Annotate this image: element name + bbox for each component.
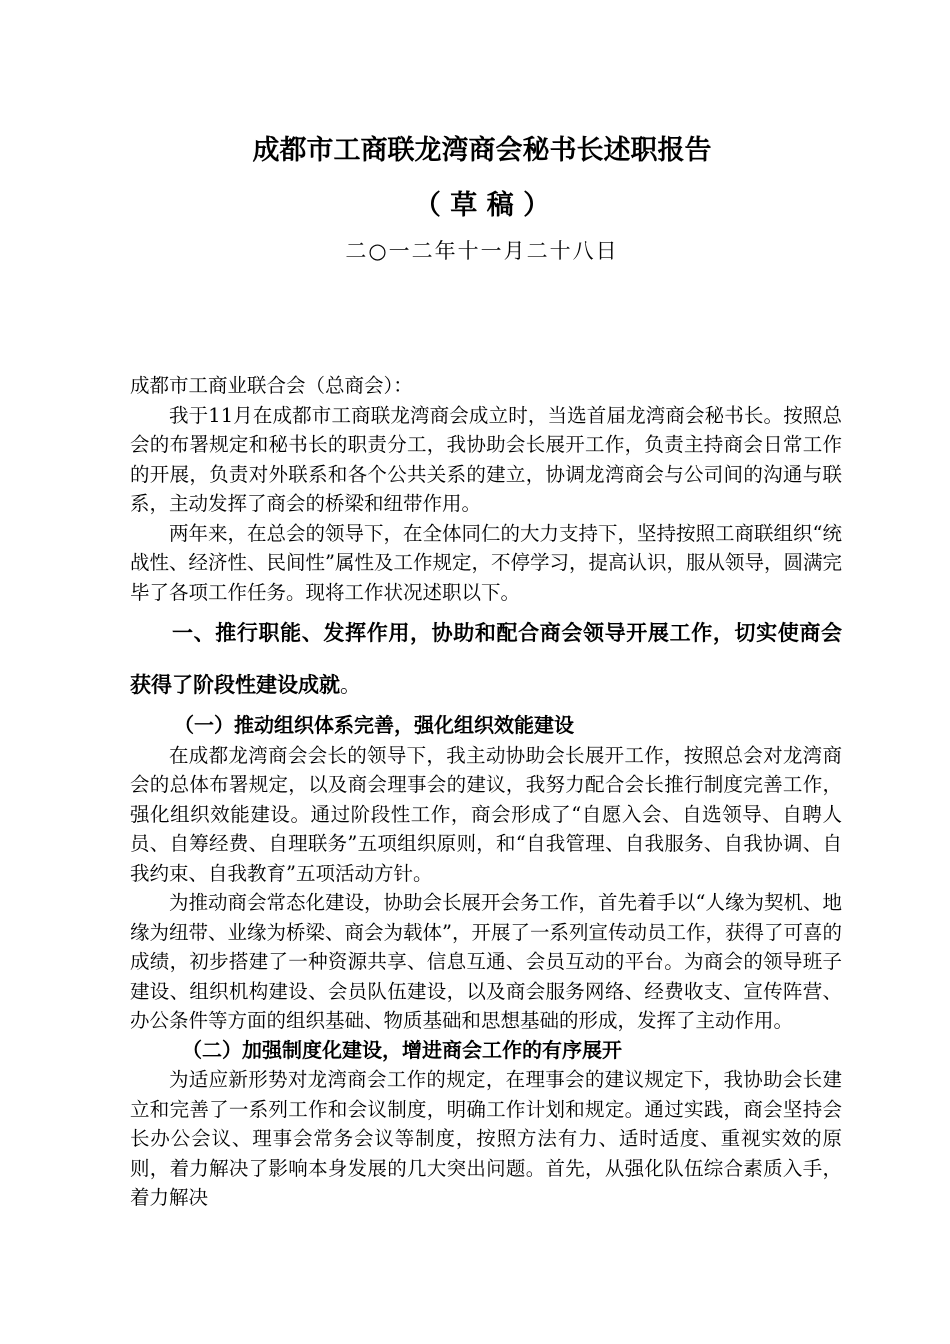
salutation: 成都市工商业联合会（总商会）：: [130, 374, 413, 397]
subsection-1-paragraph-2: 为推动商会常态化建设，协助会长展开会务工作，首先着手以“人缘为契机、地缘为纽带、业缘为桥梁、商会为载体”，开展了一系列宣传动员工作，获得了可喜的成绩，初步搭建了一种资源共享、信息互通、会员互动的平台。为商会的领导班子建设、组织机构建设、会员队伍建设，以及商会服务网络、经费收支、宣传阵营、办公条件等方面的组织基础、物质基础和思想基础的形成，发挥了主动作用。: [130, 891, 842, 1032]
subsection-1-paragraph-1: 在成都龙湾商会会长的领导下，我主动协助会长展开工作，按照总会对龙湾商会的总体布署规定，以及商会理事会的建议，我努力配合会长推行制度完善工作，强化组织效能建设。通过阶段性工作，商会形成了“自愿入会、自选领导、自聘人员、自筹经费、自理联务”五项组织原则，和“自我管理、自我服务、自我协调、自我约束、自我教育”五项活动方针。: [130, 743, 842, 885]
intro-paragraph-2: 两年来，在总会的领导下，在全体同仁的大力支持下，坚持按照工商联组织“统战性、经济性、民间性”属性及工作规定，不停学习，提高认识，服从领导，圆满完毕了各项工作任务。现将工作状况述职以下。: [130, 521, 842, 604]
document-title: 成都市工商联龙湾商会秘书长述职报告: [252, 135, 712, 166]
subsection-1-heading: （一）推动组织体系完善，强化组织效能建设: [174, 713, 574, 737]
subsection-2-heading: （二）加强制度化建设，增进商会工作的有序展开: [182, 1037, 622, 1062]
document-body: [130, 371, 842, 1213]
section-1-heading: [130, 607, 842, 711]
intro-paragraph-1: 我于11月在成都市工商联龙湾商会成立时，当选首届龙湾商会秘书长。按照总会的布署规定和秘书长的职责分工，我协助会长展开工作，负责主持商会日常工作的开展，负责对外联系和各个公共关系的建立，协调龙湾商会与公司间的沟通与联系，主动发挥了商会的桥梁和纽带作用。: [130, 403, 842, 515]
section-1-heading-period: 。: [340, 673, 361, 697]
subsection-2-paragraph-1: 为适应新形势对龙湾商会工作的规定，在理事会的建议规定下，我协助会长建立和完善了一系列工作和会议制度，明确工作计划和规定。通过实践，商会坚持会长办公会议、理事会常务会议等制度，按照方法有力、适时适度、重视实效的原则，着力解决了影响本身发展的几大突出问题。首先，从强化队伍综合素质入手，着力解决: [130, 1068, 842, 1209]
document-date: 二○一二年十一月二十八日: [345, 239, 619, 263]
document-subtitle: （ 草 稿 ）: [413, 190, 551, 221]
section-1-heading-text: 一、推行职能、发挥作用，协助和配合商会领导开展工作，切实使商会获得了阶段性建设成就: [130, 620, 842, 697]
